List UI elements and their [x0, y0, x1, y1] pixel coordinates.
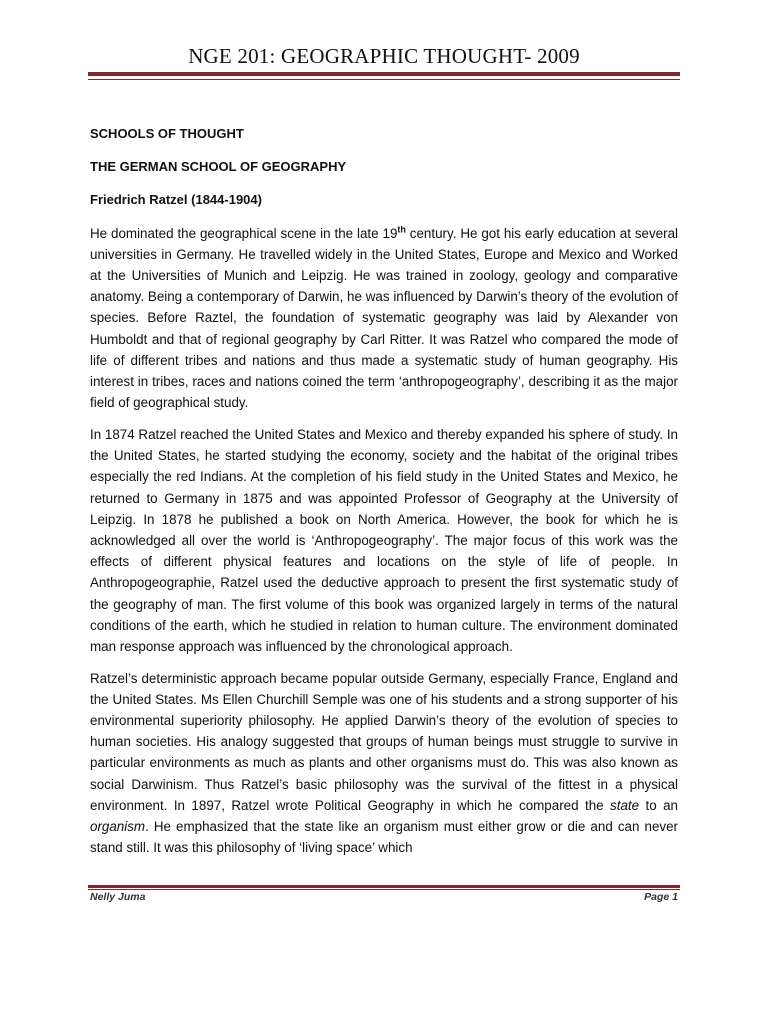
paragraph-1-part-b: century. He got his early education at several universities in Germany. He travelled widely in the United States, Europe and Mexico and Worked at the Universities of Munich and Leipzig. He was trained in zoology, geology and comparative anatomy. Being a contemporary of Darwin, he was influenced by Darwin’s theory of the evolution of species. Before Raztel, the foundation of systematic geography was laid by Alexander von Humboldt and that of regional geography by Carl Ritter. It was Ratzel who compared the mode of life of different tribes and nations and thus made a systematic study of human geography. His interest in tribes, races and nations coined the term ‘anthropogeography’, describing it as the major field of geographical study.: [90, 225, 678, 411]
heading-schools-of-thought: SCHOOLS OF THOUGHT: [90, 126, 244, 141]
heading-ratzel: Friedrich Ratzel (1844-1904): [90, 192, 262, 208]
paragraph-1: [90, 223, 678, 414]
paragraph-1-part-a: He dominated the geographical scene in the late 19: [90, 225, 398, 241]
paragraph-3-part-b: to an: [639, 797, 678, 813]
heading-german-school: THE GERMAN SCHOOL OF GEOGRAPHY: [90, 159, 347, 175]
paragraph-3: [90, 668, 678, 859]
footer-page-number: Page 1: [644, 891, 678, 903]
paragraph-3-part-a: Ratzel’s deterministic approach became popular outside Germany, especially France, England and the United States. Ms Ellen Churchill Semple was one of his students and a strong supporter of his environmental superiority philosophy. He applied Darwin’s theory of the evolution of species to human societies. His analogy suggested that groups of human beings must struggle to survive in particular environments as much as plants and other organisms must do. This was also known as social Darwinism. Thus Ratzel’s basic philosophy was the survival of the fittest in a physical environment. In 1897, Ratzel wrote Political Geography in which he compared the: [90, 670, 678, 813]
page-header-title: NGE 201: GEOGRAPHIC THOUGHT- 2009: [188, 44, 580, 68]
footer-rule-thick: [88, 885, 680, 888]
superscript-th: th: [397, 224, 406, 235]
footer-author: Nelly Juma: [90, 891, 146, 903]
document-body: [90, 123, 678, 869]
header-rule-thin: [88, 79, 680, 80]
paragraph-3-part-c: . He emphasized that the state like an organism must either grow or die and can never stand still. It was this philosophy of ‘living space’ which: [90, 819, 678, 856]
italic-organism: organism: [90, 819, 146, 835]
paragraph-2: In 1874 Ratzel reached the United States and Mexico and thereby expanded his sphere of study. In the United States, he started studying the economy, society and the habitat of the original tribes especially the red Indians. At the completion of his field study in the United States and Mexico, he returned to Germany in 1875 and was appointed Professor of Geography at the University of Leipzig. In 1878 he published a book on North America. However, the book for which he is acknowledged all over the world is ‘Anthropogeography’. The major focus of this work was the effects of different physical features and locations on the style of life of people. In Anthropogeographie, Ratzel used the deductive approach to present the first systematic study of the geography of man. The first volume of this book was organized largely in terms of the natural conditions of the earth, which he studied in relation to human culture. The environment dominated man response approach was influenced by the chronological approach.: [90, 426, 678, 654]
footer-rule-thin: [88, 889, 680, 890]
header-rule-thick: [88, 72, 680, 76]
italic-state: state: [610, 797, 640, 813]
